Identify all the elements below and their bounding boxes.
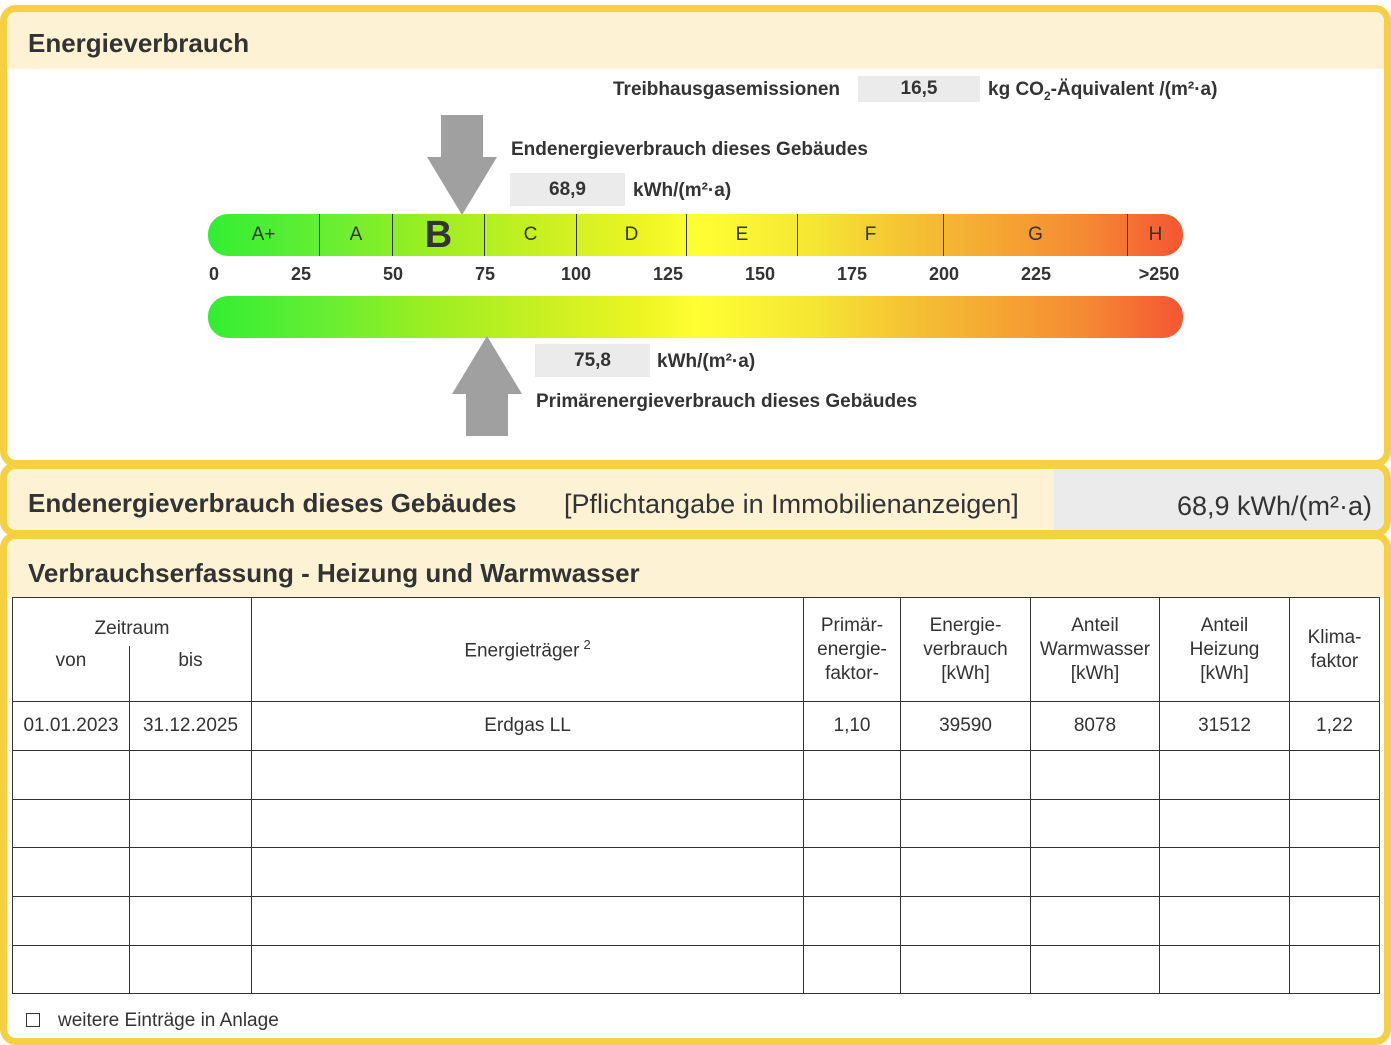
record-title: Verbrauchserfassung - Heizung und Warmwasser [28,558,640,588]
cell-anteil-warmwasser[interactable]: 8078 [1031,702,1160,751]
consumption-record-panel [0,532,1391,1045]
header-energieverbrauch: Energie- verbrauch [kWh] [901,598,1031,702]
empty-cell[interactable] [804,800,901,848]
tick-175: 175 [836,264,868,284]
class-h: H [1148,224,1163,245]
cell-anteil-heizung[interactable]: 31512 [1160,702,1290,751]
primary-energy-label: Primärenergieverbrauch dieses Gebäudes [536,391,918,412]
empty-cell[interactable] [1031,946,1160,994]
class-b-active: B [393,214,485,256]
empty-cell[interactable] [130,800,252,848]
energy-class-scale [208,214,1183,256]
empty-cell[interactable] [1031,897,1160,946]
empty-cell[interactable] [1290,848,1380,897]
summary-note: [Pflichtangabe in Immobilienanzeigen] [564,489,1019,519]
summary-title: Endenergieverbrauch dieses Gebäudes [28,488,517,518]
empty-cell[interactable] [804,946,901,994]
empty-cell[interactable] [1031,800,1160,848]
primary-energy-unit: kWh/(m²·a) [657,351,756,372]
end-energy-label: Endenergieverbrauch dieses Gebäudes [511,139,868,160]
ghg-label: Treibhausgasemissionen [613,79,841,100]
empty-cell[interactable] [13,897,130,946]
cell-klimafaktor[interactable]: 1,22 [1290,702,1380,751]
tick-225: 225 [1020,264,1052,284]
empty-cell[interactable] [1290,800,1380,848]
empty-cell[interactable] [1290,751,1380,800]
table-row-empty [13,946,1380,994]
table-row [13,702,1380,751]
header-primaerenergiefaktor: Primär- energie- faktor- [804,598,901,702]
empty-cell[interactable] [130,897,252,946]
empty-cell[interactable] [13,946,130,994]
consumption-table [12,597,1380,994]
tick-150: 150 [744,264,776,284]
empty-cell[interactable] [1290,946,1380,994]
end-energy-summary-panel [0,462,1391,537]
empty-cell[interactable] [130,946,252,994]
empty-cell[interactable] [1031,751,1160,800]
empty-cell[interactable] [252,848,804,897]
more-entries-label: weitere Einträge in Anlage [58,1010,279,1031]
empty-cell[interactable] [1160,946,1290,994]
empty-cell[interactable] [1160,800,1290,848]
ghg-unit: kg $CO_2$-Äquivalent /(m²·a) [988,79,1218,103]
header-bis: bis [130,646,252,702]
empty-cell[interactable] [13,848,130,897]
tick-0: 0 [208,264,220,284]
class-c: C [485,214,577,256]
tick-25: 25 [290,264,312,284]
ghg-value: 16,5 [858,76,980,102]
empty-cell[interactable] [1160,897,1290,946]
class-g: G [944,214,1128,256]
more-entries-checkbox[interactable] [26,1013,40,1027]
energy-scale-area [0,0,1391,462]
record-header [7,539,1384,597]
empty-cell[interactable] [252,897,804,946]
empty-cell[interactable] [13,800,130,848]
cell-bis[interactable]: 31.12.2025 [130,702,252,751]
header-anteil-heizung: Anteil Heizung [kWh] [1160,598,1290,702]
primary-energy-arrow-icon [452,336,522,436]
empty-cell[interactable] [901,800,1031,848]
empty-cell[interactable] [901,946,1031,994]
header-von: von [13,646,130,702]
tick-250-plus: >250 [1138,264,1180,284]
empty-cell[interactable] [901,848,1031,897]
class-f: F [798,214,944,256]
cell-primaerenergiefaktor[interactable]: 1,10 [804,702,901,751]
header-anteil-warmwasser: Anteil Warmwasser [kWh] [1031,598,1160,702]
empty-cell[interactable] [804,848,901,897]
empty-cell[interactable] [130,848,252,897]
table-header-row-1 [13,598,1380,646]
end-energy-value: 68,9 [510,173,625,206]
table-row-empty [13,751,1380,800]
empty-cell[interactable] [13,751,130,800]
tick-50: 50 [382,264,404,284]
class-d: D [577,214,687,256]
empty-cell[interactable] [252,800,804,848]
class-e: E [687,214,798,256]
empty-cell[interactable] [901,751,1031,800]
summary-header [7,469,1054,530]
empty-cell[interactable] [804,897,901,946]
end-energy-unit: kWh/(m²·a) [633,180,732,201]
panel-title: Energieverbrauch [28,28,250,58]
header-klimafaktor: Klima- faktor [1290,598,1380,702]
header-energietraeger: Energieträger $^2$ [252,598,804,702]
class-a-plus: A+ [208,214,320,256]
empty-cell[interactable] [1290,897,1380,946]
summary-value-box [1054,469,1384,530]
header-zeitraum: Zeitraum [13,598,252,646]
tick-200: 200 [928,264,960,284]
empty-cell[interactable] [1160,751,1290,800]
empty-cell[interactable] [1160,848,1290,897]
tick-100: 100 [560,264,592,284]
tick-125: 125 [652,264,684,284]
tick-75: 75 [474,264,496,284]
table-row-empty [13,848,1380,897]
empty-cell[interactable] [901,897,1031,946]
table-row-empty [13,800,1380,848]
empty-cell[interactable] [130,751,252,800]
empty-cell[interactable] [804,751,901,800]
primary-energy-value: 75,8 [535,344,650,377]
energy-gradient-bar [208,296,1183,338]
empty-cell[interactable] [252,751,804,800]
table-row-empty [13,897,1380,946]
class-a: A [320,214,393,256]
cell-energietraeger[interactable]: Erdgas LL [252,702,804,751]
empty-cell[interactable] [252,946,804,994]
end-energy-arrow-icon [427,115,497,215]
empty-cell[interactable] [1031,848,1160,897]
cell-von[interactable]: 01.01.2023 [13,702,130,751]
cell-energieverbrauch[interactable]: 39590 [901,702,1031,751]
summary-value: 68,9 kWh/(m²·a) [1176,491,1372,521]
